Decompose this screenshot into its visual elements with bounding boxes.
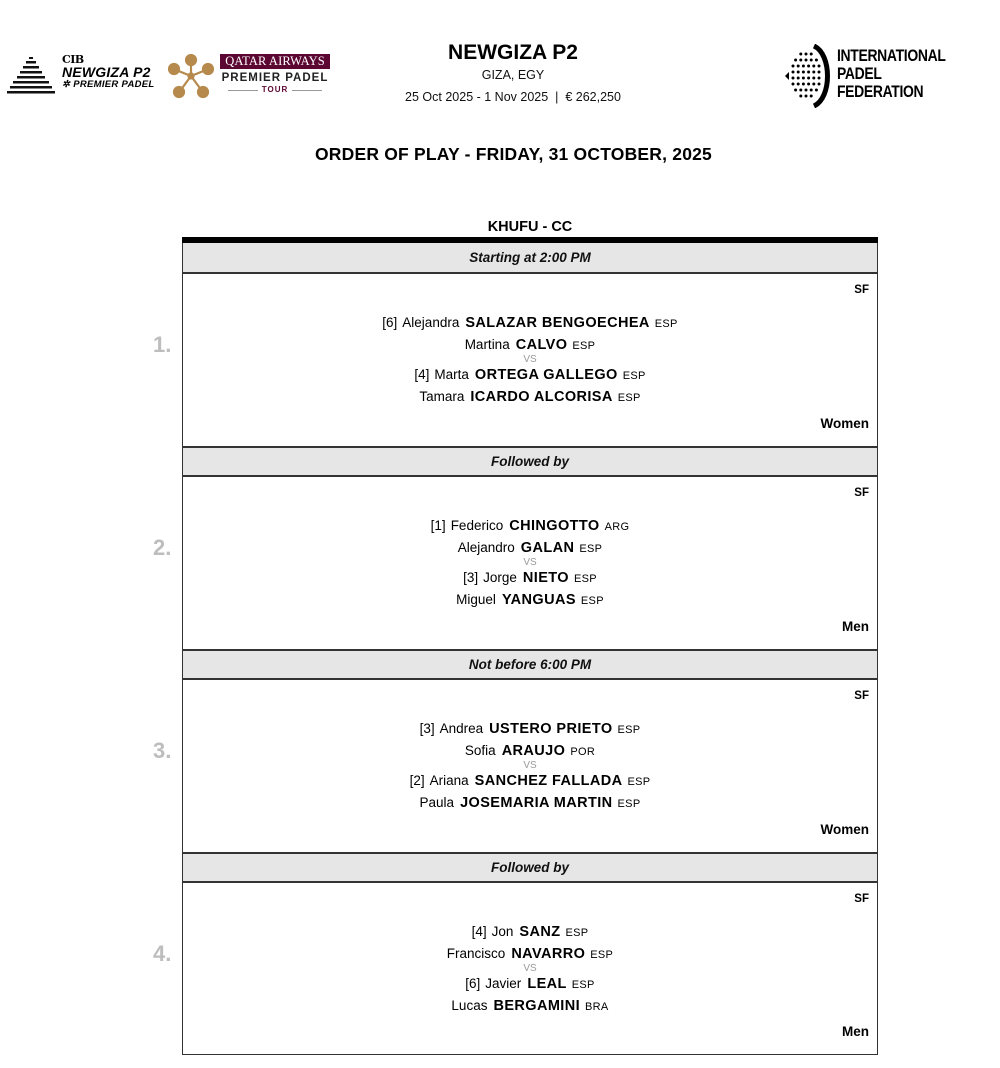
match-order-number: 1. <box>153 332 172 357</box>
time-label: Not before 6:00 PM <box>468 657 592 672</box>
player-seed: [1] <box>430 518 446 533</box>
match-players <box>183 718 877 813</box>
player-nationality: ESP <box>627 776 651 788</box>
versus-label: VS <box>523 760 537 771</box>
player-nationality: ESP <box>571 979 595 991</box>
player-first-name: Jon <box>491 924 514 939</box>
player-last-name: ORTEGA GALLEGO <box>474 367 618 383</box>
player-row <box>183 921 877 943</box>
team-1 <box>183 515 877 558</box>
player-row <box>183 515 877 537</box>
court-name: KHUFU - CC <box>487 219 573 235</box>
player-last-name: SANZ <box>519 924 561 940</box>
player-first-name: Paula <box>419 794 455 810</box>
team-2 <box>183 770 877 813</box>
time-label-band <box>182 243 878 274</box>
player-row <box>183 718 877 740</box>
player-first-name: Jorge <box>483 570 517 585</box>
player-nationality: BRA <box>585 1000 609 1013</box>
match-category: Women <box>820 822 869 837</box>
premier-padel-star-icon <box>168 54 214 98</box>
team-1 <box>183 718 877 761</box>
match-players <box>183 515 877 610</box>
match-round: SF <box>854 487 869 499</box>
newgiza-subtitle-text: PREMIER PADEL <box>73 79 155 90</box>
versus-label: VS <box>523 557 537 568</box>
time-label: Followed by <box>490 454 569 469</box>
player-last-name: SANCHEZ FALLADA <box>474 773 623 789</box>
player-last-name: JOSEMARIA MARTIN <box>460 794 613 811</box>
player-row <box>183 537 877 559</box>
player-nationality: ESP <box>617 391 641 404</box>
match-round: SF <box>854 893 869 905</box>
player-nationality: ESP <box>590 948 614 961</box>
newgiza-name: NEWGIZA P2 <box>62 64 151 80</box>
player-nationality: POR <box>570 745 596 758</box>
player-nationality: ESP <box>572 339 596 352</box>
event-header <box>363 40 663 105</box>
premier-padel-text: PREMIER PADEL <box>221 72 329 84</box>
time-label: Followed by <box>490 860 569 875</box>
versus-label: VS <box>523 354 537 365</box>
player-last-name: USTERO PRIETO <box>489 721 613 737</box>
player-last-name: ICARDO ALCORISA <box>470 388 613 405</box>
player-first-name: Martina <box>464 336 510 352</box>
player-last-name: CALVO <box>515 336 568 353</box>
player-seed: [3] <box>463 570 479 585</box>
match-order-number: 2. <box>153 535 172 560</box>
player-first-name: Andrea <box>439 721 484 736</box>
player-row <box>183 740 877 762</box>
player-row <box>183 567 877 589</box>
player-first-name: Tamara <box>419 388 465 404</box>
player-nationality: ESP <box>617 724 641 736</box>
padel-racket-icon <box>784 44 834 108</box>
player-first-name: Javier <box>485 976 522 991</box>
player-row <box>183 995 877 1017</box>
match-category: Women <box>820 416 869 431</box>
player-nationality: ARG <box>604 521 630 533</box>
player-seed: [3] <box>419 721 435 736</box>
player-last-name: NAVARRO <box>511 945 586 962</box>
player-first-name: Miguel <box>456 591 496 607</box>
player-last-name: BERGAMINI <box>493 997 581 1014</box>
player-last-name: LEAL <box>527 976 567 992</box>
team-2 <box>183 567 877 610</box>
match-players <box>183 921 877 1016</box>
match-order-number: 4. <box>153 941 172 966</box>
player-row <box>183 312 877 334</box>
player-first-name: Francisco <box>446 945 506 961</box>
player-first-name: Federico <box>450 518 504 533</box>
player-row <box>183 589 877 611</box>
federation-line-1: INTERNATIONAL <box>837 46 946 65</box>
player-seed: [2] <box>409 773 425 788</box>
match-block <box>153 477 878 649</box>
international-padel-federation-logo <box>784 44 954 108</box>
player-last-name: NIETO <box>522 570 569 586</box>
pyramid-icon <box>6 55 56 95</box>
player-last-name: YANGUAS <box>501 591 576 608</box>
player-nationality: ESP <box>573 573 597 585</box>
federation-wordmark <box>837 47 946 101</box>
player-first-name: Sofia <box>464 742 496 758</box>
qatar-airways-band: QATAR AIRWAYS <box>220 54 330 69</box>
event-location: GIZA, EGY <box>481 68 545 82</box>
order-of-play-schedule <box>153 237 878 1055</box>
team-1 <box>183 312 877 355</box>
federation-line-3: FEDERATION <box>837 82 924 101</box>
time-label-band <box>182 852 878 883</box>
match-order-number: 3. <box>153 738 172 763</box>
event-dates-prize <box>363 89 663 105</box>
team-2 <box>183 364 877 407</box>
versus-label: VS <box>523 963 537 974</box>
time-label: Starting at 2:00 PM <box>469 250 591 265</box>
player-seed: [4] <box>414 367 430 382</box>
player-first-name: Ariana <box>429 773 469 788</box>
player-seed: [6] <box>382 315 398 330</box>
player-nationality: ESP <box>565 927 589 939</box>
player-nationality: ESP <box>622 370 646 382</box>
qatar-premier-padel-wordmark <box>220 54 330 95</box>
player-row <box>183 334 877 356</box>
player-first-name: Lucas <box>451 997 488 1013</box>
player-seed: [6] <box>465 976 481 991</box>
player-seed: [4] <box>471 924 487 939</box>
player-first-name: Alejandra <box>402 315 460 330</box>
cib-mark: CIB <box>62 53 84 66</box>
player-first-name: Alejandro <box>457 539 515 555</box>
newgiza-premier-padel-logo <box>6 52 329 102</box>
player-row <box>183 770 877 792</box>
event-dates-prize-text: 25 Oct 2025 - 1 Nov 2025 | € 262,250 <box>405 90 621 104</box>
newgiza-wordmark <box>62 54 155 90</box>
player-last-name: GALAN <box>520 539 575 556</box>
player-nationality: ESP <box>617 797 641 810</box>
match-players <box>183 312 877 407</box>
match-block <box>153 274 878 446</box>
time-label-band <box>182 649 878 680</box>
page-title: ORDER OF PLAY - FRIDAY, 31 OCTOBER, 2025 <box>314 144 712 164</box>
player-nationality: ESP <box>580 594 604 607</box>
match-category: Men <box>842 619 869 634</box>
player-last-name: ARAUJO <box>501 742 566 759</box>
player-row <box>183 792 877 814</box>
federation-line-2: PADEL <box>837 64 882 83</box>
newgiza-subtitle: ✲ PREMIER PADEL <box>62 79 155 90</box>
match-category: Men <box>842 1024 869 1039</box>
team-2 <box>183 973 877 1016</box>
player-row <box>183 973 877 995</box>
time-label-band <box>182 446 878 477</box>
player-nationality: ESP <box>579 542 603 555</box>
player-last-name: CHINGOTTO <box>509 518 600 534</box>
player-row <box>183 386 877 408</box>
player-nationality: ESP <box>654 318 678 330</box>
match-round: SF <box>854 284 869 296</box>
event-title: NEWGIZA P2 <box>448 41 578 64</box>
tour-text: TOUR <box>220 85 330 95</box>
player-last-name: SALAZAR BENGOECHEA <box>465 315 650 331</box>
match-block <box>153 883 878 1055</box>
team-1 <box>183 921 877 964</box>
player-row <box>183 364 877 386</box>
player-first-name: Marta <box>434 367 469 382</box>
player-row <box>183 943 877 965</box>
match-block <box>153 680 878 852</box>
match-round: SF <box>854 690 869 702</box>
